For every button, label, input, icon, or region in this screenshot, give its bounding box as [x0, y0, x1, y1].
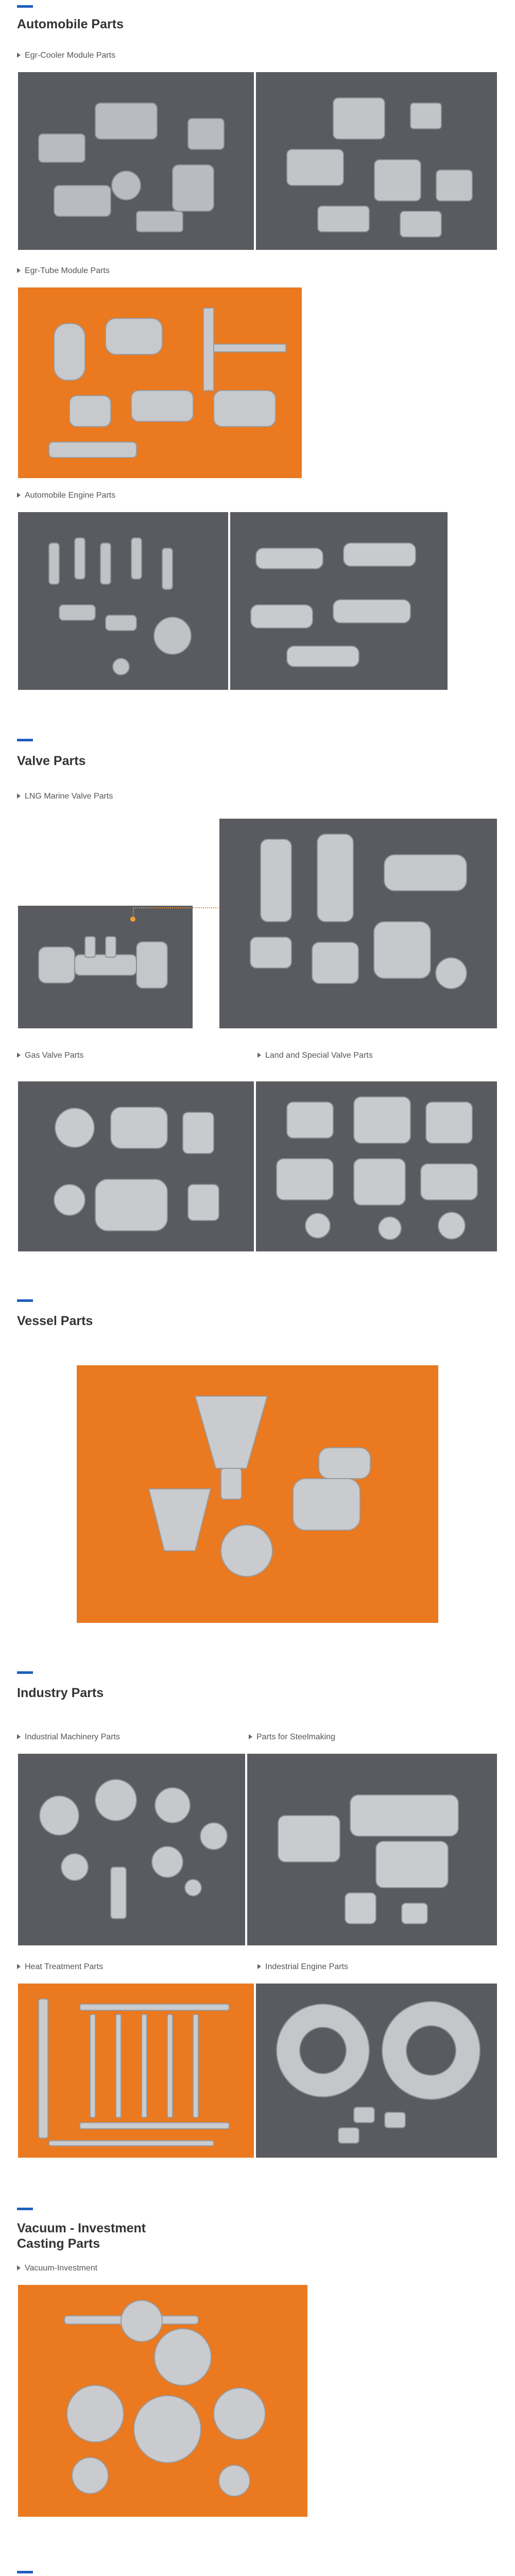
caption-engine: Automobile Engine Parts: [17, 490, 115, 501]
photo-steelmaking: [247, 1754, 497, 1945]
photo-vessel-parts: [77, 1365, 438, 1623]
section-accent-bar: [17, 2571, 33, 2573]
section-title-industry: Industry Parts: [17, 1686, 104, 1700]
caption-vacuum-investment: Vacuum-Investment: [17, 2263, 97, 2274]
photo-lng-valve-small: [18, 906, 193, 1028]
photo-vacuum-investment: [18, 2285, 307, 2517]
caption-industrial-machinery: Industrial Machinery Parts: [17, 1732, 120, 1742]
section-title-vessel: Vessel Parts: [17, 1314, 93, 1328]
section-title-vacuum-line1: Vacuum - Investment: [17, 2221, 146, 2235]
photo-industrial-engine: [256, 1984, 497, 2158]
caption-heat-treatment: Heat Treatment Parts: [17, 1962, 103, 1972]
section-accent-bar: [17, 1671, 33, 1674]
caption-gas-valve: Gas Valve Parts: [17, 1050, 83, 1061]
photo-land-special-valve: [256, 1081, 497, 1251]
section-title-vacuum-line2: Casting Parts: [17, 2236, 100, 2251]
caption-egr-cooler: Egr-Cooler Module Parts: [17, 50, 115, 61]
photo-heat-treatment: [18, 1984, 254, 2158]
caption-industrial-engine: Indestrial Engine Parts: [258, 1962, 348, 1972]
leader-line: [133, 907, 134, 918]
section-accent-bar: [17, 739, 33, 741]
photo-egr-tube-parts: [18, 287, 302, 478]
photo-egr-cooler-parts-1: [18, 72, 254, 250]
photo-lng-valve-large: [219, 819, 497, 1028]
section-title-automobile: Automobile Parts: [17, 17, 124, 31]
caption-land-special-valve: Land and Special Valve Parts: [258, 1050, 373, 1061]
section-accent-bar: [17, 5, 33, 8]
section-accent-bar: [17, 1299, 33, 1302]
photo-industrial-machinery: [18, 1754, 245, 1945]
caption-egr-tube: Egr-Tube Module Parts: [17, 266, 110, 276]
section-title-valve: Valve Parts: [17, 754, 86, 768]
photo-engine-parts-1: [18, 512, 228, 690]
section-accent-bar: [17, 2208, 33, 2210]
photo-engine-parts-2: [230, 512, 448, 690]
caption-steelmaking: Parts for Steelmaking: [249, 1732, 335, 1742]
photo-egr-cooler-parts-2: [256, 72, 497, 250]
photo-gas-valve: [18, 1081, 254, 1251]
caption-lng-marine: LNG Marine Valve Parts: [17, 791, 113, 802]
